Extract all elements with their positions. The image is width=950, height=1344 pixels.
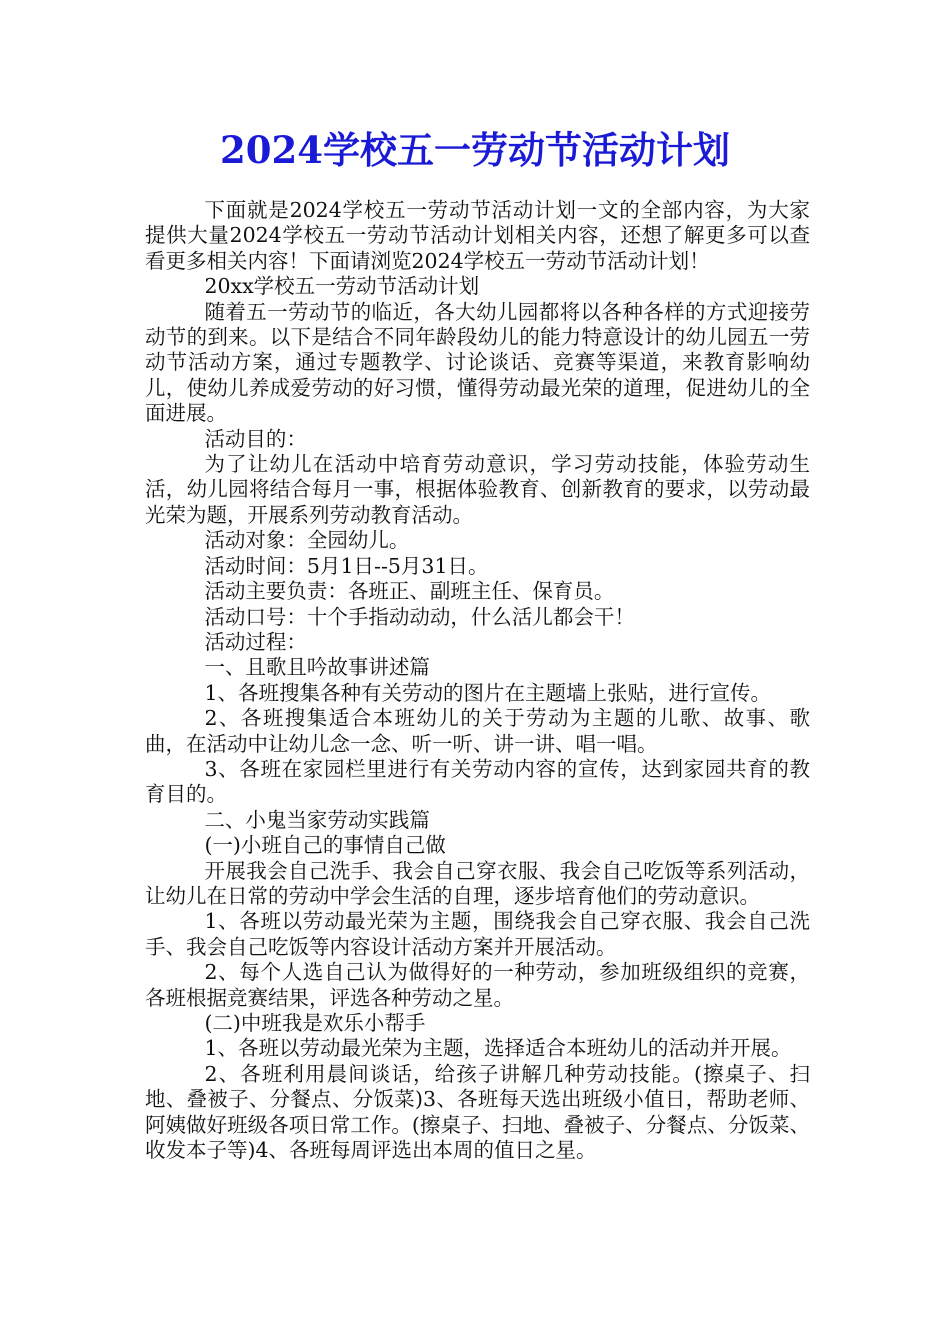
paragraph: 1、各班以劳动最光荣为主题，选择适合本班幼儿的活动并开展。 [204, 1036, 792, 1061]
paragraph: 开展我会自己洗手、我会自己穿衣服、我会自己吃饭等系列活动，让幼儿在日常的劳动中学会生活的自理，逐步培育他们的劳动意识。 [145, 858, 810, 908]
paragraph: 2、各班利用晨间谈话，给孩子讲解几种劳动技能。(擦桌子、扫地、叠被子、分餐点、分饭菜)3、各班每天选出班级小值日，帮助老师、阿姨做好班级各项日常工作。(擦桌子、扫地、叠被子、分餐点、分饭菜、收发本子等)4、各班每周评选出本周的值日之星。 [145, 1061, 810, 1163]
paragraph: 活动目的： [204, 426, 307, 451]
paragraph: 活动主要负责：各班正、副班主任、保育员。 [204, 579, 615, 604]
paragraph: 为了让幼儿在活动中培育劳动意识，学习劳动技能，体验劳动生活，幼儿园将结合每月一事，根据体验教育、创新教育的要求，以劳动最光荣为题，开展系列劳动教育活动。 [145, 452, 810, 527]
paragraph: 活动时间：5月1日--5月31日。 [204, 553, 489, 578]
document-title: 2024学校五一劳动节活动计划 [220, 128, 730, 172]
paragraph: 二、小鬼当家劳动实践篇 [204, 807, 430, 832]
paragraph: 活动口号：十个手指动动动，什么活儿都会干！ [204, 604, 635, 629]
paragraph: 1、各班搜集各种有关劳动的图片在主题墙上张贴，进行宣传。 [204, 680, 771, 705]
paragraph: 3、各班在家园栏里进行有关劳动内容的宣传，达到家园共育的教育目的。 [145, 756, 810, 807]
paragraph: 下面就是2024学校五一劳动节活动计划一文的全部内容，为大家提供大量2024学校五一劳动节活动计划相关内容，还想了解更多可以查看更多相关内容！下面请浏览2024学校五一劳动节活动计划！ [145, 198, 810, 273]
paragraph: 20xx学校五一劳动节活动计划 [204, 274, 480, 299]
paragraph: 活动对象：全园幼儿。 [204, 528, 410, 553]
paragraph: 活动过程： [204, 629, 307, 654]
paragraph: (二)中班我是欢乐小帮手 [204, 1011, 426, 1035]
paragraph: 2、各班搜集适合本班幼儿的关于劳动为主题的儿歌、故事、歌曲，在活动中让幼儿念一念、听一听、讲一讲、唱一唱。 [145, 706, 810, 756]
paragraph: (一)小班自己的事情自己做 [204, 833, 446, 858]
paragraph: 随着五一劳动节的临近，各大幼儿园都将以各种各样的方式迎接劳动节的到来。以下是结合不同年龄段幼儿的能力特意设计的幼儿园五一劳动节活动方案，通过专题教学、讨论谈话、竞赛等渠道，来教育影响幼儿，使幼儿养成爱劳动的好习惯，懂得劳动最光荣的道理，促进幼儿的全面进展。 [145, 299, 810, 426]
paragraph: 一、且歌且吟故事讲述篇 [204, 655, 430, 680]
paragraph: 2、每个人选自己认为做得好的一种劳动，参加班级组织的竞赛，各班根据竞赛结果，评选各种劳动之星。 [145, 960, 810, 1010]
document-body [145, 198, 810, 1163]
paragraph: 1、各班以劳动最光荣为主题，围绕我会自己穿衣服、我会自己洗手、我会自己吃饭等内容设计活动方案并开展活动。 [145, 909, 810, 959]
